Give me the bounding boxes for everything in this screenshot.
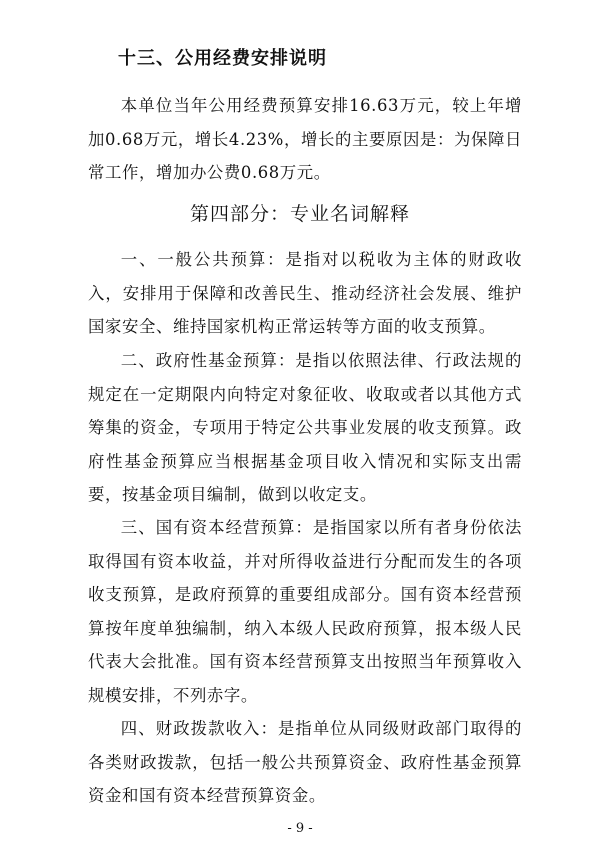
term-fiscal-appropriation-income: 四、财政拨款收入：是指单位从同级财政部门取得的各类财政拨款，包括一般公共预算资金、政府性基金预算资金和国有资本经营预算资金。 <box>88 719 522 805</box>
page-number: - 9 - <box>287 821 313 836</box>
term-state-capital-budget: 三、国有资本经营预算：是指国家以所有者身份依法取得国有资本收益，并对所得收益进行分配而发生的各项收支预算，是政府预算的重要组成部分。国有资本经营预算按年度单独编制，纳入本级人民政府预算，报本级人民代表大会批准。国有资本经营预算支出按照当年预算收入规模安排，不列赤字。 <box>88 518 522 705</box>
term-government-fund-budget: 二、政府性基金预算：是指以依照法律、行政法规的规定在一定期限内向特定对象征收、收取或者以其他方式筹集的资金，专项用于特定公共事业发展的收支预算。政府性基金预算应当根据基金项目收入情况和实际支出需要，按基金项目编制，做到以收定支。 <box>88 351 522 504</box>
part-heading: 第四部分：专业名词解释 <box>189 203 410 225</box>
section-heading: 十三、公用经费安排说明 <box>118 48 327 69</box>
section-paragraph: 本单位当年公用经费预算安排16.63万元，较上年增加0.68万元，增长4.23%，增长的主要原因是：为保障日常工作，增加办公费0.68万元。 <box>88 96 522 182</box>
term-general-public-budget: 一、一般公共预算：是指对以税收为主体的财政收入，安排用于保障和改善民生、推动经济社会发展、维护国家安全、维持国家机构正常运转等方面的收支预算。 <box>88 250 522 336</box>
